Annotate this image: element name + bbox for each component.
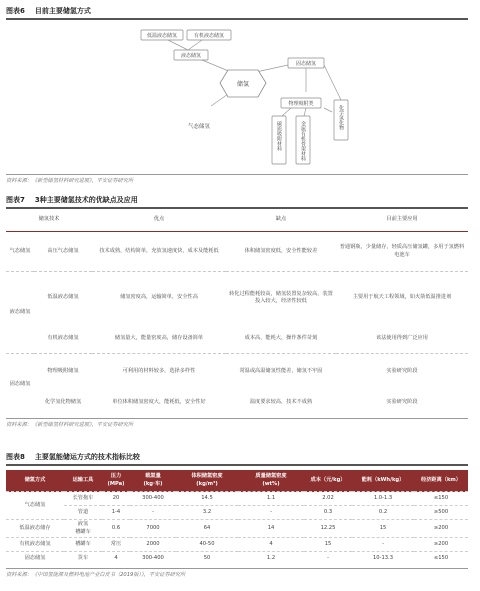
energy-cell: - [352, 538, 414, 552]
energy-cell: 0.2 [352, 506, 414, 520]
node-chemical: 化学氢化物 [338, 105, 344, 130]
dist-cell: ≥200 [414, 520, 468, 538]
col-header: 储氢方式 [24, 476, 46, 483]
table-header-row [6, 209, 468, 232]
pros-cell: 可利用的材料较多，选择多样性 [92, 354, 226, 390]
cat-cell: 固态储氢 [6, 552, 64, 566]
load-cell: 7000 [130, 520, 176, 538]
tech-cell: 高压气态储氢 [34, 232, 92, 272]
load-cell: 2000 [130, 538, 176, 552]
table-row [6, 232, 468, 272]
app-cell: 实验研究阶段 [336, 354, 468, 390]
table-header-row [6, 470, 468, 492]
mass-cell: 1.1 [238, 492, 304, 506]
cons-cell: 常温或高温储氢性能差，储氢不牢固 [226, 354, 336, 390]
col-header: 质量储氢密度 (wt%) [255, 473, 287, 487]
dist-cell: ≥200 [414, 538, 468, 552]
figure-7-header [6, 193, 468, 209]
tech-cell: 化学氢化物储氢 [44, 398, 82, 405]
pros-cell: 单位体积储氢密度大，能耗低，安全性好 [112, 398, 206, 405]
tech-cell: 物理吸附储氢 [34, 354, 92, 390]
figure-8-header [6, 450, 468, 466]
node-liquid: 液态储氢 [180, 53, 202, 59]
node-gas: 气态储氢 [187, 124, 211, 130]
figure-6 [6, 4, 468, 184]
pressure-cell: 0.6 [102, 520, 130, 538]
col-header: 能耗（kWh/kg） [361, 476, 405, 483]
category-cell: 液态储氢 [6, 272, 34, 354]
col-header: 压力 (MPa) [107, 473, 125, 487]
col-header: 储氢技术 [6, 209, 92, 232]
vol-cell: 64 [176, 520, 238, 538]
table-row [6, 552, 468, 566]
energy-cell: 10-13.3 [352, 552, 414, 566]
storage-tech-table [6, 209, 468, 416]
tool-cell: 管道 [64, 506, 102, 520]
figure-label: 图表7 [6, 196, 25, 204]
transport-table [6, 470, 468, 566]
col-header: 载氢量 (kg·车) [143, 473, 163, 487]
mass-cell: 14 [238, 520, 304, 538]
vol-cell: 40-50 [176, 538, 238, 552]
figure-8-source: 资料来源：《中国氢能源及燃料电池产业白皮书（2019版）》，平安证券研究所 [6, 568, 468, 578]
vol-cell: 3.2 [176, 506, 238, 520]
cat-cell: 有机液态储氢 [6, 538, 64, 552]
vol-cell: 14.5 [176, 492, 238, 506]
cat-cell: 气态储氢 [6, 492, 64, 520]
cons-cell: 体积储氢密度低，安全性能较差 [226, 232, 336, 272]
col-header: 体积储氢密度 (kg/m³) [191, 473, 223, 487]
pressure-cell: 4 [102, 552, 130, 566]
load-cell: - [130, 506, 176, 520]
figure-6-source: 资料来源：《新型储氢材料研究进展》，平安证券研究所 [6, 174, 468, 184]
figure-label: 图表6 [6, 7, 25, 15]
app-cell: 普通钢瓶，少量储存，轻质高压储氢罐，多用于氢燃料电池车 [336, 232, 468, 272]
app-cell: 该法使用得到广泛应用 [376, 334, 428, 341]
figure-title: 主要氢能储运方式的技术指标比较 [34, 453, 140, 461]
center-label: 储氢 [236, 81, 250, 88]
node-solid: 固态储氢 [295, 61, 317, 67]
category-cell: 固态储氢 [6, 354, 34, 416]
table-row [6, 324, 468, 354]
figure-7-source: 资料来源：《新型储氢材料研究进展》，平安证券研究所 [6, 418, 468, 428]
cons-cell: 成本高，能耗大，操作条件苛刻 [244, 334, 318, 341]
dist-cell: ≤150 [414, 492, 468, 506]
hydrogen-storage-diagram [6, 20, 468, 170]
pros-cell: 储氢密度高，运输简单，安全性高 [92, 272, 226, 324]
cat-cell: 低温液态储存 [6, 520, 64, 538]
mass-cell: 4 [238, 538, 304, 552]
cons-cell: 转化过程能耗较高，储氢装置复杂较高，装置投入较大，经济性较低 [226, 272, 336, 324]
node-carbon: 碳质吸附材料 [276, 121, 282, 151]
dist-cell: ≤150 [414, 552, 468, 566]
col-header: 优点 [92, 209, 226, 232]
pressure-cell: 1-4 [102, 506, 130, 520]
energy-cell: 15 [352, 520, 414, 538]
energy-cell: 1.0-1.3 [352, 492, 414, 506]
tool-cell: 液氢 槽罐车 [64, 520, 102, 538]
table-row [6, 272, 468, 324]
vol-cell: 50 [176, 552, 238, 566]
figure-label: 图表8 [6, 453, 25, 461]
table-row [6, 390, 468, 416]
figure-7 [6, 193, 468, 428]
table-row [6, 538, 468, 552]
load-cell: 300-400 [130, 492, 176, 506]
cons-cell: 温度要求较高，技术不成熟 [249, 398, 313, 405]
category-cell: 气态储氢 [6, 232, 34, 272]
table-row [6, 354, 468, 390]
tool-cell: 槽罐车 [64, 538, 102, 552]
cost-cell: 12.25 [304, 520, 352, 538]
table-row [6, 506, 468, 520]
node-low-temp-liquid: 低温液态储氢 [146, 33, 178, 39]
dist-cell: ≥500 [414, 506, 468, 520]
node-mof: 金属有机骨架材料 [300, 121, 306, 161]
cost-cell: 2.02 [304, 492, 352, 506]
col-header: 缺点 [226, 209, 336, 232]
table-row [6, 520, 468, 538]
col-header: 成本（元/kg） [310, 476, 346, 483]
tech-cell: 有机液态储氢 [47, 334, 79, 341]
figure-6-header [6, 4, 468, 20]
col-header: 运输工具 [72, 476, 94, 483]
table-row [6, 492, 468, 506]
pros-cell: 储氢量大，能量密度高，储存设备简单 [114, 334, 204, 341]
figure-8 [6, 450, 468, 578]
tech-cell: 低温液态储氢 [34, 272, 92, 324]
cost-cell: 15 [304, 538, 352, 552]
pressure-cell: 常压 [102, 538, 130, 552]
mass-cell: - [238, 506, 304, 520]
pressure-cell: 20 [102, 492, 130, 506]
node-organic-liquid: 有机液态储氢 [193, 33, 225, 39]
app-cell: 实验研究阶段 [386, 398, 418, 405]
col-header: 经济距离（km） [421, 476, 461, 483]
cost-cell: - [304, 552, 352, 566]
tool-cell: 长管拖车 [64, 492, 102, 506]
load-cell: 300-400 [130, 552, 176, 566]
mass-cell: 1.2 [238, 552, 304, 566]
figure-title: 3种主要储氢技术的优缺点及应用 [34, 196, 138, 204]
cost-cell: 0.3 [304, 506, 352, 520]
tool-cell: 货车 [64, 552, 102, 566]
pros-cell: 技术成熟，结构简单，充放氢速度快，成本及能耗低 [92, 232, 226, 272]
node-physical-adsorption: 物理吸附类 [288, 101, 314, 107]
figure-title: 目前主要储氢方式 [34, 7, 91, 15]
col-header: 目前主要应用 [336, 209, 468, 232]
app-cell: 主要用于航天工程领域，如火箭低温推进剂 [336, 272, 468, 324]
